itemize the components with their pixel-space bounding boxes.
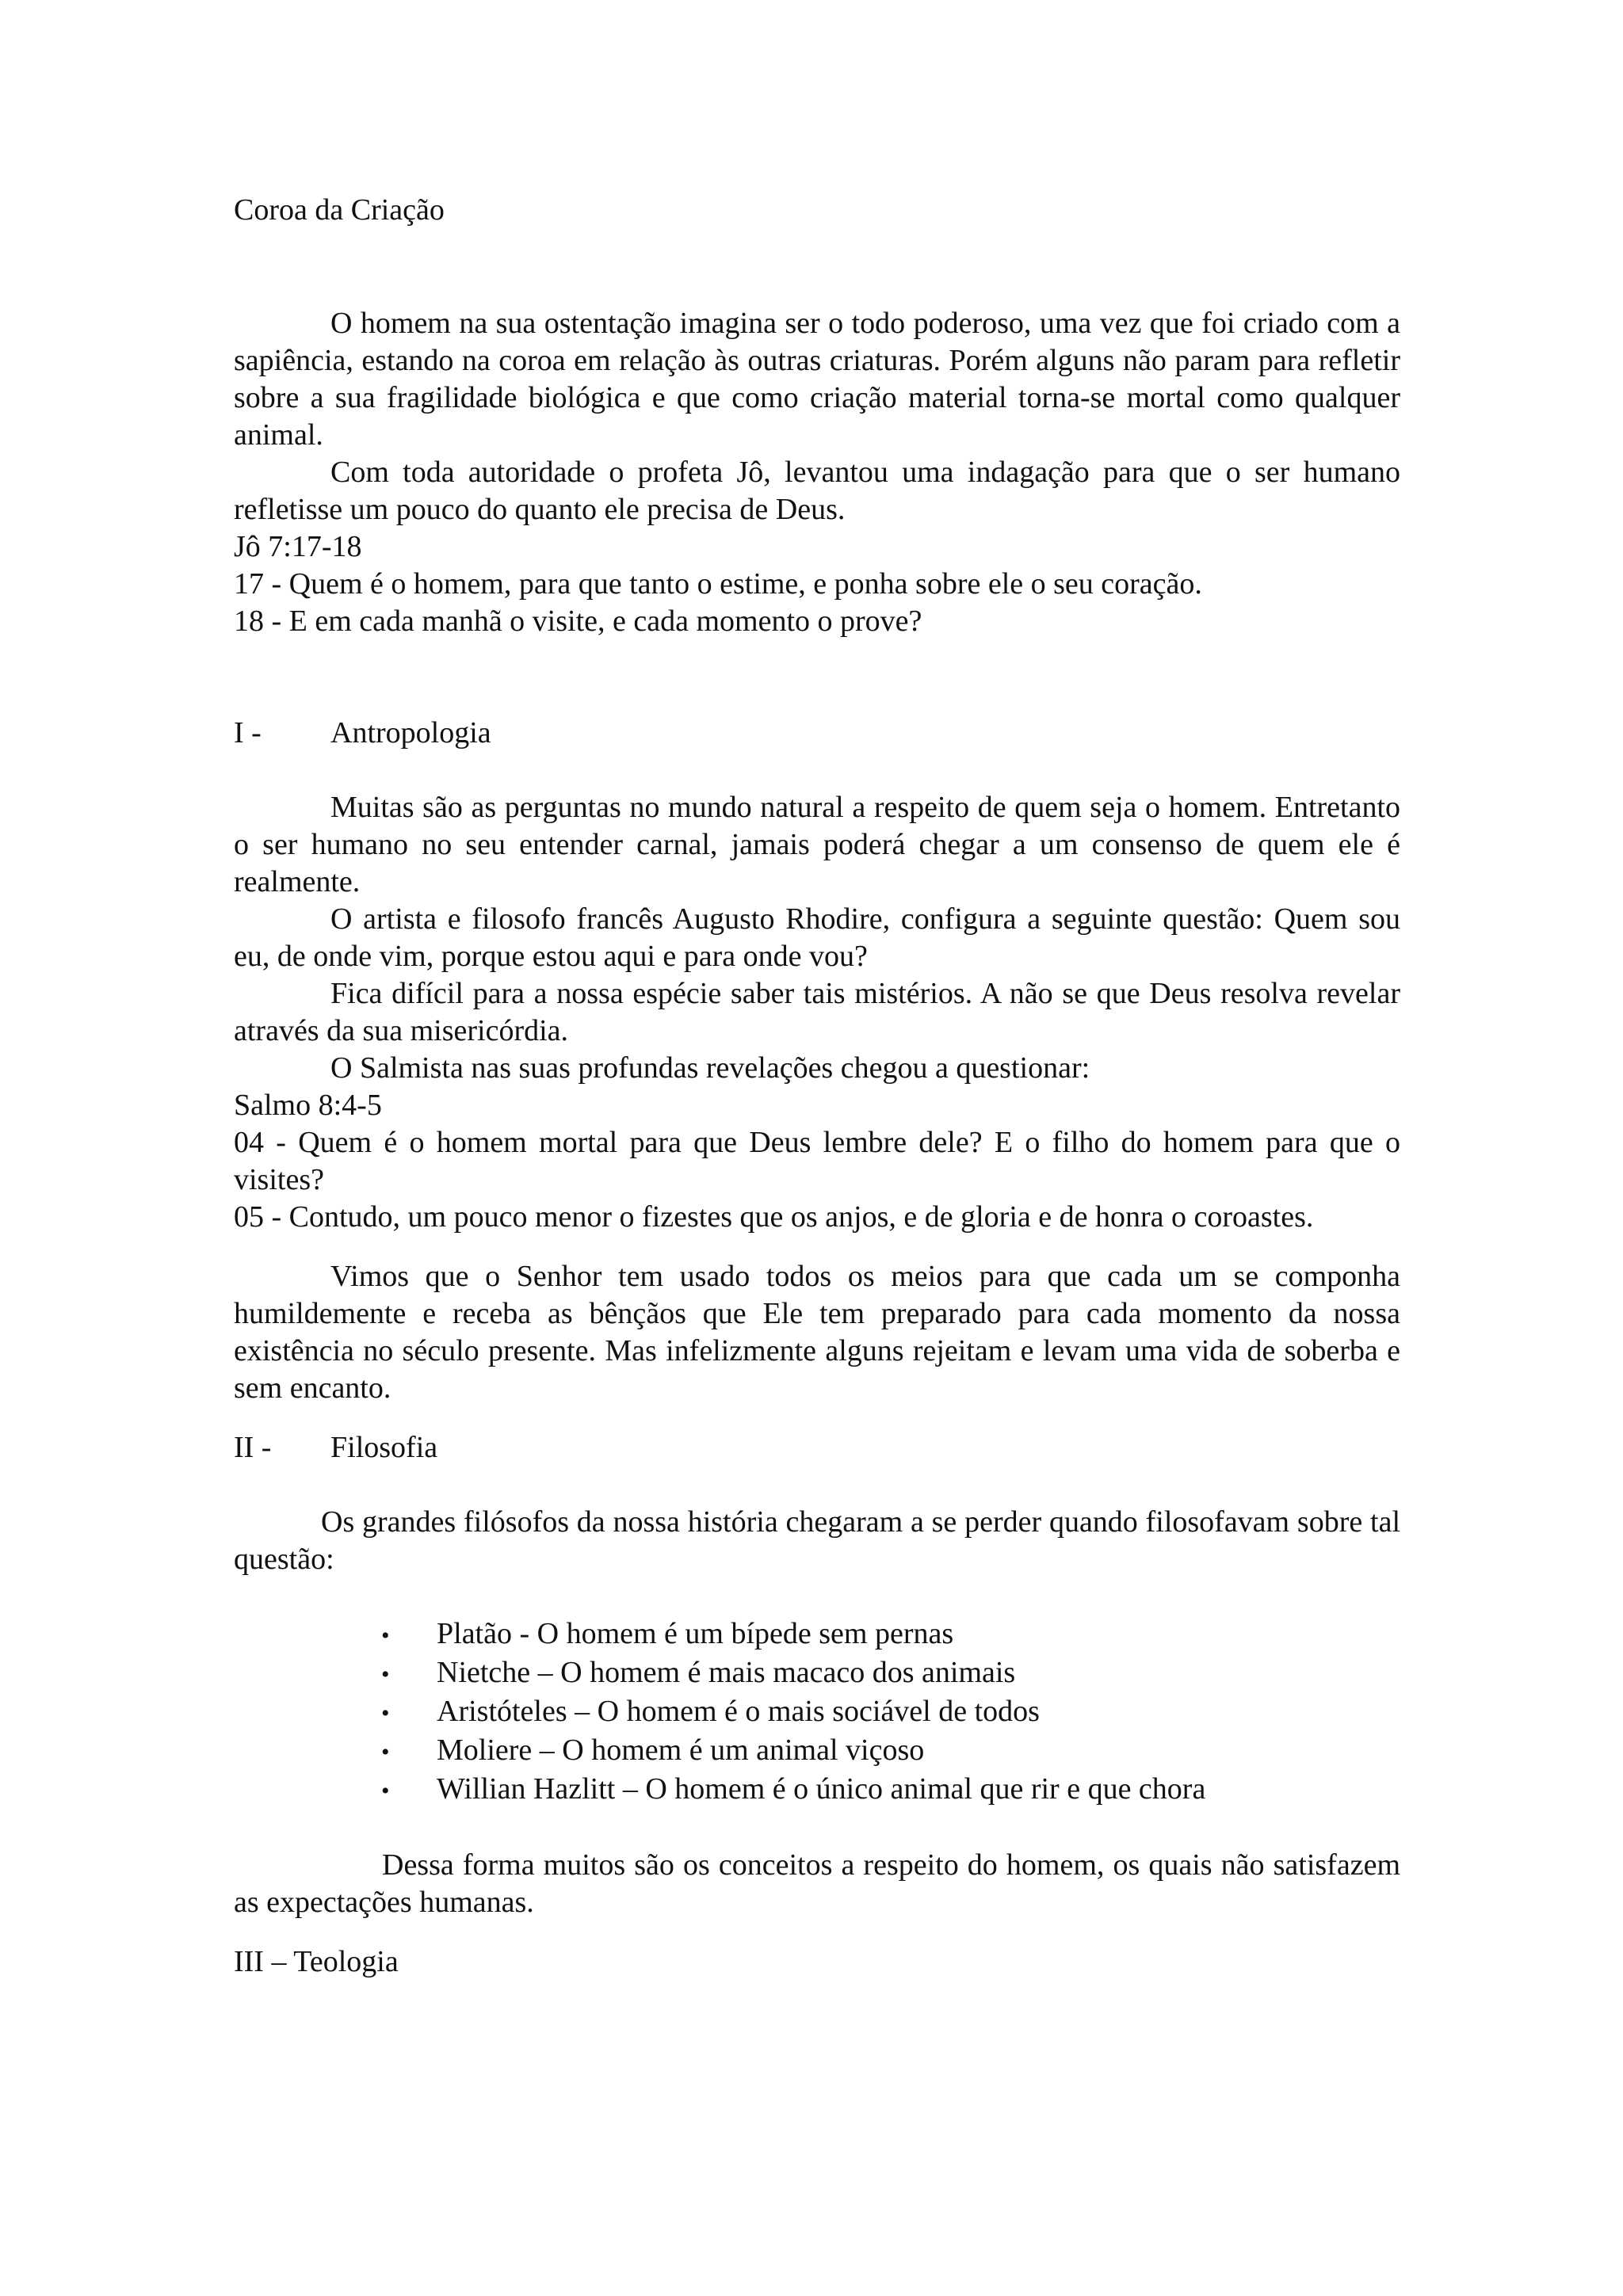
bullet-icon: •: [381, 1739, 390, 1765]
list-item: [381, 1771, 1400, 1810]
list-item-text: Willian Hazlitt – O homem é o único animal que rir e que chora: [437, 1772, 1206, 1806]
bullet-icon: •: [381, 1778, 390, 1804]
bullet-icon: •: [381, 1661, 390, 1688]
section-2-number: II -: [234, 1431, 272, 1464]
section-1-verse-05: 05 - Contudo, um pouco menor o fizestes que os anjos, e de gloria e de honra o coroastes.: [234, 1200, 1314, 1234]
section-3-heading: III – Teologia: [234, 1945, 399, 1978]
section-1-scripture-reference: Salmo 8:4-5: [234, 1089, 382, 1122]
section-1-paragraph-5: Vimos que o Senhor tem usado todos os meios para que cada um se componha humildemente e receba as bênçãos que Ele tem preparado para cada momento da nossa existência no século presente. Mas infelizmente alguns rejeitam e levam uma vida de soberba e sem encanto.: [234, 1260, 1400, 1405]
list-item-text: Moliere – O homem é um animal viçoso: [437, 1733, 925, 1767]
intro-paragraph-1: O homem na sua ostentação imagina ser o todo poderoso, uma vez que foi criado com a sapiência, estando na coroa em relação às outras criaturas. Porém alguns não param para refletir sobre a sua fragilidade biológica e que como criação material torna-se mortal como qualquer animal.: [234, 307, 1400, 452]
list-item: [381, 1693, 1400, 1732]
list-item-text: Nietche – O homem é mais macaco dos animais: [437, 1656, 1016, 1689]
intro-scripture-reference: Jô 7:17-18: [234, 530, 362, 563]
section-2-title: Filosofia: [330, 1431, 438, 1464]
bullet-icon: •: [381, 1623, 390, 1649]
section-1-title: Antropologia: [330, 716, 491, 749]
document-body: [234, 192, 1400, 1981]
section-1-heading: [234, 715, 1400, 752]
list-item: [381, 1654, 1400, 1693]
list-item: [381, 1732, 1400, 1771]
list-item-text: Platão - O homem é um bípede sem pernas: [437, 1617, 954, 1650]
section-2-paragraph-1: Os grandes filósofos da nossa história chegaram a se perder quando filosofavam sobre tal questão:: [234, 1505, 1400, 1576]
section-1-paragraph-1: Muitas são as perguntas no mundo natural a respeito de quem seja o homem. Entretanto o ser humano no seu entender carnal, jamais poderá chegar a um consenso de quem ele é realmente.: [234, 791, 1400, 898]
section-2-heading: [234, 1429, 1400, 1466]
intro-verse-17: 17 - Quem é o homem, para que tanto o estime, e ponha sobre ele o seu coração.: [234, 567, 1202, 601]
section-1-paragraph-2: O artista e filosofo francês Augusto Rhodire, configura a seguinte questão: Quem sou eu, de onde vim, porque estou aqui e para onde vou?: [234, 902, 1400, 973]
philosophers-list: [234, 1615, 1400, 1810]
section-2-paragraph-2: Dessa forma muitos são os conceitos a respeito do homem, os quais não satisfazem as expectações humanas.: [234, 1848, 1400, 1919]
section-1-number: I -: [234, 716, 262, 749]
section-1-paragraph-3: Fica difícil para a nossa espécie saber tais mistérios. A não se que Deus resolva revelar através da sua misericórdia.: [234, 977, 1400, 1047]
intro-paragraph-2: Com toda autoridade o profeta Jô, levantou uma indagação para que o ser humano refletisse um pouco do quanto ele precisa de Deus.: [234, 456, 1400, 526]
intro-verse-18: 18 - E em cada manhã o visite, e cada momento o prove?: [234, 605, 922, 638]
list-item-text: Aristóteles – O homem é o mais sociável de todos: [437, 1695, 1040, 1728]
section-1-paragraph-4: O Salmista nas suas profundas revelações chegou a questionar:: [330, 1051, 1090, 1085]
section-1-verse-04: 04 - Quem é o homem mortal para que Deus lembre dele? E o filho do homem para que o visites?: [234, 1126, 1400, 1196]
document-title: Coroa da Criação: [234, 193, 445, 227]
bullet-icon: •: [381, 1700, 390, 1726]
list-item: [381, 1615, 1400, 1654]
